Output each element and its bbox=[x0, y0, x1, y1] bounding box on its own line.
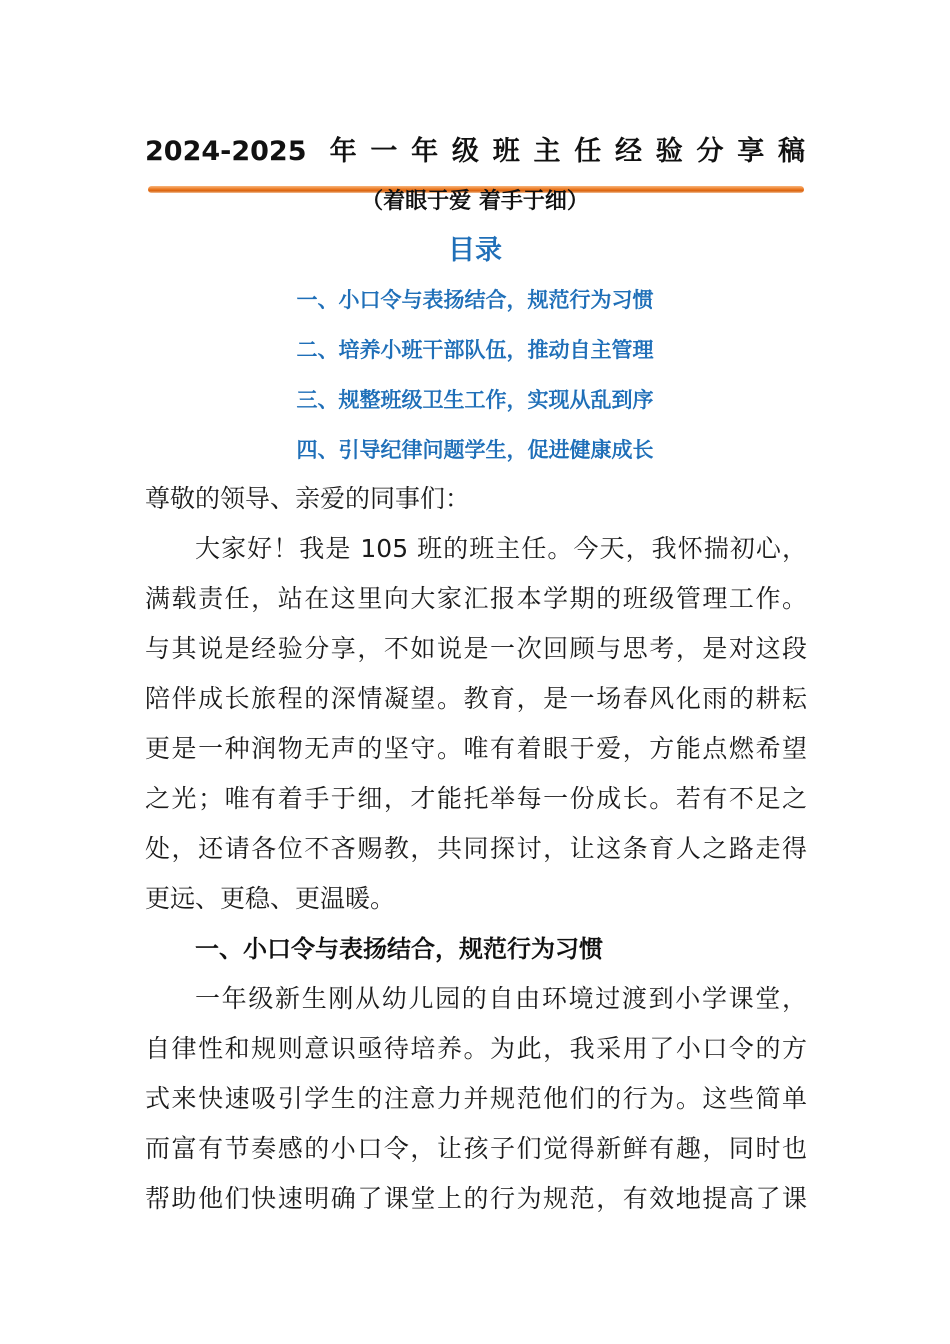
intro-line: 与其说是经验分享，不如说是一次回顾与思考，是对这段 bbox=[145, 634, 807, 663]
intro-line: 更远、更稳、更温暖。 bbox=[145, 884, 396, 913]
toc-heading: 目录 bbox=[448, 235, 502, 266]
section-1-line: 而富有节奏感的小口令，让孩子们觉得新鲜有趣，同时也 bbox=[145, 1134, 807, 1163]
document-subtitle: （着眼于爱 着手于细） bbox=[361, 189, 589, 214]
section-1-heading: 一、小口令与表扬结合，规范行为习惯 bbox=[195, 935, 603, 963]
intro-line: 处，还请各位不吝赐教，共同探讨，让这条育人之路走得 bbox=[145, 834, 807, 863]
section-1-line: 自律性和规则意识亟待培养。为此，我采用了小口令的方 bbox=[145, 1034, 807, 1063]
toc-item-1[interactable]: 一、小口令与表扬结合，规范行为习惯 bbox=[296, 288, 654, 312]
salutation: 尊敬的领导、亲爱的同事们： bbox=[145, 484, 471, 513]
intro-line: 满载责任，站在这里向大家汇报本学期的班级管理工作。 bbox=[145, 584, 807, 613]
intro-line: 大家好！我是 105 班的班主任。今天，我怀揣初心， bbox=[195, 534, 807, 563]
section-1-line: 式来快速吸引学生的注意力并规范他们的行为。这些简单 bbox=[145, 1084, 807, 1113]
intro-line: 陪伴成长旅程的深情凝望。教育，是一场春风化雨的耕耘 bbox=[145, 684, 807, 713]
toc-item-3[interactable]: 三、规整班级卫生工作，实现从乱到序 bbox=[296, 388, 654, 412]
section-1-line: 一年级新生刚从幼儿园的自由环境过渡到小学课堂， bbox=[195, 984, 807, 1013]
document-title: 2024-2025 年一年级班主任经验分享稿 bbox=[145, 136, 805, 167]
toc-item-2[interactable]: 二、培养小班干部队伍，推动自主管理 bbox=[296, 338, 654, 362]
intro-line: 更是一种润物无声的坚守。唯有着眼于爱，方能点燃希望 bbox=[145, 734, 807, 763]
section-1-line: 帮助他们快速明确了课堂上的行为规范，有效地提高了课 bbox=[145, 1184, 807, 1213]
intro-line: 之光；唯有着手于细，才能托举每一份成长。若有不足之 bbox=[145, 784, 807, 813]
toc-item-4[interactable]: 四、引导纪律问题学生，促进健康成长 bbox=[296, 438, 654, 462]
